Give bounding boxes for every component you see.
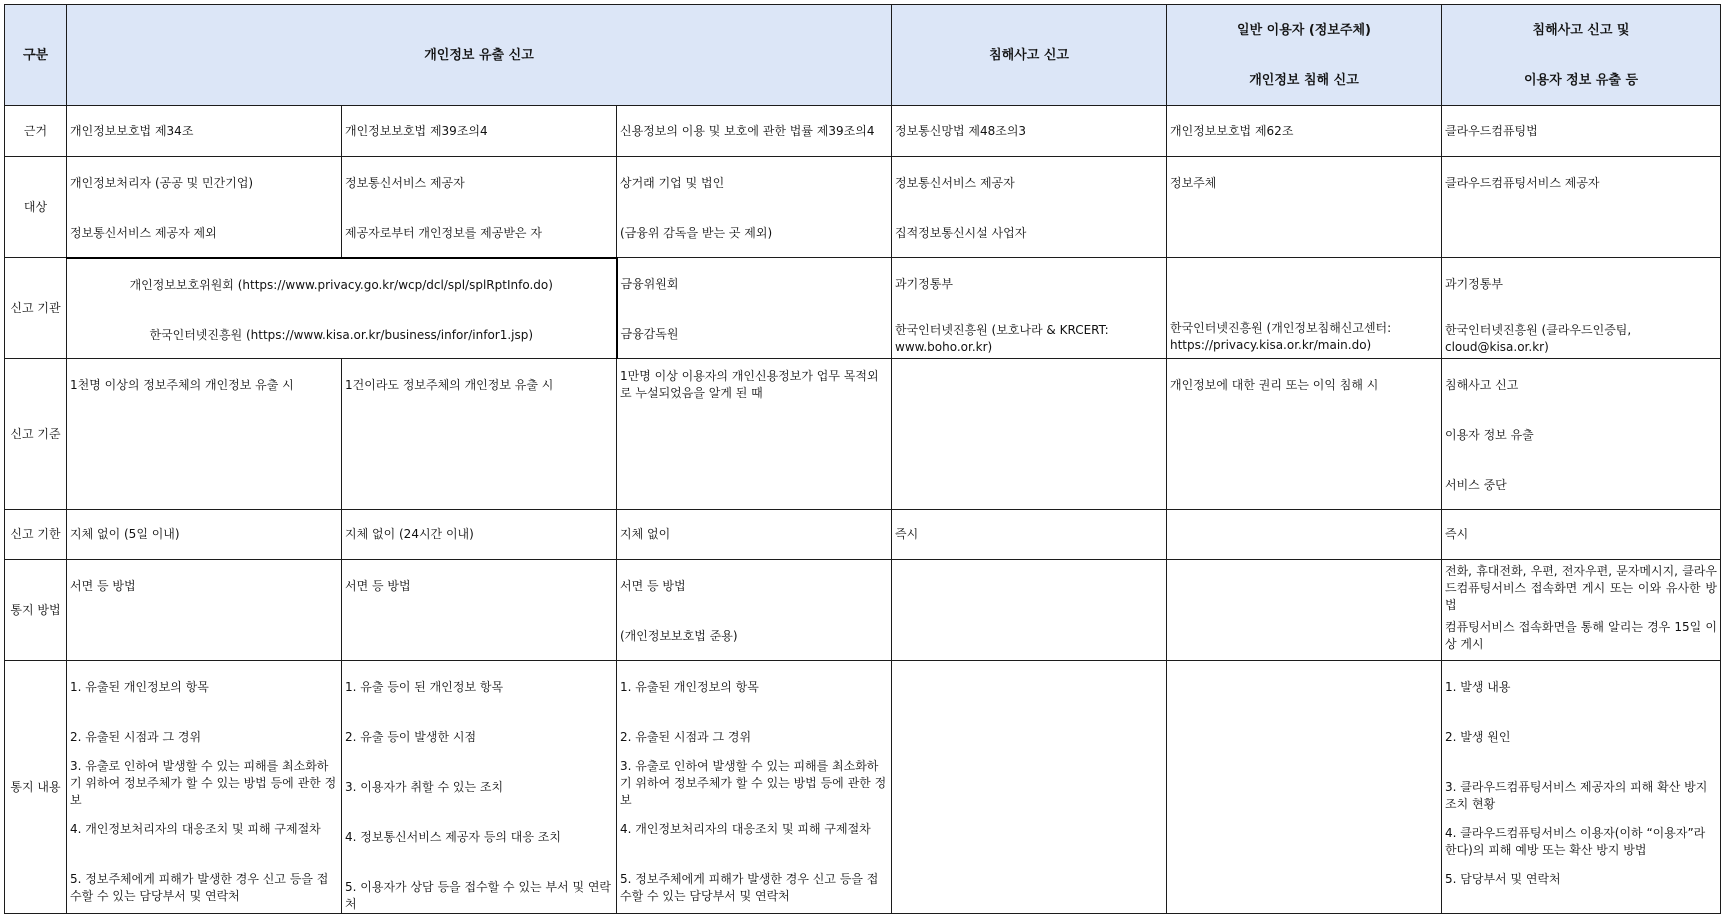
- basis-cell: 개인정보보호법 제34조: [67, 106, 342, 157]
- method-line: 컴퓨팅서비스 접속화면을 통해 알리는 경우 15일 이상 게시: [1445, 620, 1717, 651]
- target-cell: [342, 157, 617, 258]
- content-item: 4. 클라우드컴퓨팅서비스 이용자(이하 “이용자”라 한다)의 피해 예방 또는 확산 방지 방법: [1445, 826, 1706, 857]
- agency-line: 한국인터넷진흥원 (https://www.kisa.or.kr/business/infor/infor1.jsp): [149, 327, 534, 342]
- method-cell: [617, 560, 892, 661]
- content-item: 1. 유출 등이 된 개인정보 항목: [345, 680, 504, 694]
- agency-line: 한국인터넷진흥원 (보호나라 & KRCERT: www.boho.or.kr): [895, 323, 1109, 354]
- row-label-criteria: 신고 기준: [5, 359, 67, 510]
- header-user-report-line1: 일반 이용자 (정보주체): [1237, 22, 1371, 38]
- method-line: 서면 등 방법: [620, 579, 686, 593]
- header-cloud: [1442, 5, 1721, 106]
- deadline-cell: 지체 없이 (24시간 이내): [342, 510, 617, 560]
- agency-line: 개인정보보호위원회 (https://www.privacy.go.kr/wcp/dcl/spl/splRptInfo.do): [129, 277, 553, 292]
- criteria-cell: [892, 359, 1167, 510]
- criteria-line: 침해사고 신고: [1445, 378, 1519, 392]
- content-item: 4. 정보통신서비스 제공자 등의 대응 조치: [345, 830, 561, 844]
- method-cell: 서면 등 방법: [67, 560, 342, 661]
- row-label-agency: 신고 기관: [5, 258, 67, 359]
- deadline-cell: 지체 없이: [617, 510, 892, 560]
- criteria-line: 이용자 정보 유출: [1445, 428, 1534, 442]
- content-item: 3. 이용자가 취할 수 있는 조치: [345, 780, 504, 794]
- header-cloud-line2: 이용자 정보 유출 등: [1523, 72, 1639, 88]
- criteria-cell: 1건이라도 정보주체의 개인정보 유출 시: [342, 359, 617, 510]
- target-line: 정보통신서비스 제공자: [345, 176, 465, 190]
- content-item: 1. 유출된 개인정보의 항목: [620, 680, 759, 694]
- agency-cell: [617, 258, 892, 359]
- content-item: 2. 유출된 시점과 그 경위: [620, 730, 752, 744]
- row-criteria: [5, 359, 1721, 510]
- basis-cell: 개인정보보호법 제39조의4: [342, 106, 617, 157]
- content-item: 2. 발생 원인: [1445, 730, 1511, 744]
- content-cell: [67, 661, 342, 914]
- incident-report-table: [4, 4, 1721, 914]
- content-cell: [892, 661, 1167, 914]
- method-cell: 서면 등 방법: [342, 560, 617, 661]
- basis-cell: 개인정보보호법 제62조: [1167, 106, 1442, 157]
- content-item: 4. 개인정보처리자의 대응조치 및 피해 구제절차: [70, 822, 321, 836]
- method-cell: [1442, 560, 1721, 661]
- row-label-basis: 근거: [5, 106, 67, 157]
- criteria-cell: [1442, 359, 1721, 510]
- agency-line: 금융위원회: [620, 277, 679, 291]
- agency-cell-merged: [67, 258, 617, 359]
- content-item: 3. 유출로 인하여 발생할 수 있는 피해를 최소화하기 위하여 정보주체가 할 수 있는 방법 등에 관한 정보: [620, 759, 887, 807]
- criteria-line: 서비스 중단: [1445, 478, 1507, 492]
- agency-cell: [1442, 258, 1721, 359]
- content-item: 3. 유출로 인하여 발생할 수 있는 피해를 최소화하기 위하여 정보주체가 할 수 있는 방법 등에 관한 정보: [70, 759, 337, 807]
- deadline-cell: 즉시: [892, 510, 1167, 560]
- criteria-cell: 1만명 이상 이용자의 개인신용정보가 업무 목적외로 누설되었음을 알게 된 때: [617, 359, 892, 510]
- header-intrusion: 침해사고 신고: [892, 5, 1167, 106]
- content-cell: [617, 661, 892, 914]
- row-target: [5, 157, 1721, 258]
- row-label-method: 통지 방법: [5, 560, 67, 661]
- basis-cell: 정보통신망법 제48조의3: [892, 106, 1167, 157]
- content-item: 1. 발생 내용: [1445, 680, 1511, 694]
- target-cell: [892, 157, 1167, 258]
- deadline-cell: [1167, 510, 1442, 560]
- basis-cell: 클라우드컴퓨팅법: [1442, 106, 1721, 157]
- target-line: 정보통신서비스 제공자: [895, 176, 1015, 190]
- row-label-deadline: 신고 기한: [5, 510, 67, 560]
- header-user-report: [1167, 5, 1442, 106]
- row-deadline: [5, 510, 1721, 560]
- deadline-cell: 즉시: [1442, 510, 1721, 560]
- target-line: (금융위 감독을 받는 곳 제외): [620, 226, 773, 240]
- content-cell: [1167, 661, 1442, 914]
- target-cell: 정보주체: [1167, 157, 1442, 258]
- method-cell: [892, 560, 1167, 661]
- row-method: [5, 560, 1721, 661]
- target-cell: 클라우드컴퓨팅서비스 제공자: [1442, 157, 1721, 258]
- header-user-report-line2: 개인정보 침해 신고: [1249, 72, 1359, 88]
- header-category: 구분: [5, 5, 67, 106]
- row-content: [5, 661, 1721, 914]
- target-cell: [617, 157, 892, 258]
- content-item: 5. 이용자가 상담 등을 접수할 수 있는 부서 및 연락처: [345, 880, 612, 911]
- content-item: 2. 유출 등이 발생한 시점: [345, 730, 477, 744]
- content-item: 3. 클라우드컴퓨팅서비스 제공자의 피해 확산 방지 조치 현황: [1445, 780, 1708, 811]
- row-label-content: 통지 내용: [5, 661, 67, 914]
- content-item: 4. 개인정보처리자의 대응조치 및 피해 구제절차: [620, 822, 871, 836]
- method-line: 전화, 휴대전화, 우편, 전자우편, 문자메시지, 클라우드컴퓨팅서비스 접속화면 게시 또는 이와 유사한 방법: [1445, 564, 1717, 612]
- row-label-target: 대상: [5, 157, 67, 258]
- agency-line: 과기정통부: [1445, 277, 1503, 291]
- content-item: 1. 유출된 개인정보의 항목: [70, 680, 209, 694]
- content-cell: [1442, 661, 1721, 914]
- row-basis: [5, 106, 1721, 157]
- criteria-cell: 개인정보에 대한 권리 또는 이익 침해 시: [1167, 359, 1442, 510]
- target-line: 개인정보처리자 (공공 및 민간기업): [70, 176, 254, 190]
- basis-cell: 신용정보의 이용 및 보호에 관한 법률 제39조의4: [617, 106, 892, 157]
- target-line: 제공자로부터 개인정보를 제공받은 자: [345, 226, 542, 240]
- agency-cell: 한국인터넷진흥원 (개인정보침해신고센터: https://privacy.kisa.or.kr/main.do): [1167, 258, 1442, 359]
- agency-line: 한국인터넷진흥원 (클라우드인증팀, cloud@kisa.or.kr): [1445, 323, 1632, 354]
- content-cell: [342, 661, 617, 914]
- method-cell: [1167, 560, 1442, 661]
- deadline-cell: 지체 없이 (5일 이내): [67, 510, 342, 560]
- method-line: (개인정보보호법 준용): [620, 629, 738, 643]
- target-cell: [67, 157, 342, 258]
- header-row: [5, 5, 1721, 106]
- target-line: 집적정보통신시설 사업자: [895, 226, 1027, 240]
- target-line: 정보통신서비스 제공자 제외: [70, 226, 217, 240]
- header-personal-leak: 개인정보 유출 신고: [67, 5, 892, 106]
- header-cloud-line1: 침해사고 신고 및: [1532, 22, 1630, 38]
- content-item: 5. 담당부서 및 연락처: [1445, 872, 1561, 886]
- target-line: 상거래 기업 및 법인: [620, 176, 725, 190]
- row-agency: [5, 258, 1721, 359]
- content-item: 2. 유출된 시점과 그 경위: [70, 730, 202, 744]
- agency-line: 과기정통부: [895, 277, 953, 291]
- content-item: 5. 정보주체에게 피해가 발생한 경우 신고 등을 접수할 수 있는 담당부서 및 연락처: [70, 872, 329, 903]
- criteria-cell: 1천명 이상의 정보주체의 개인정보 유출 시: [67, 359, 342, 510]
- agency-line: 금융감독원: [620, 327, 679, 341]
- agency-cell: [892, 258, 1167, 359]
- content-item: 5. 정보주체에게 피해가 발생한 경우 신고 등을 접수할 수 있는 담당부서 및 연락처: [620, 872, 879, 903]
